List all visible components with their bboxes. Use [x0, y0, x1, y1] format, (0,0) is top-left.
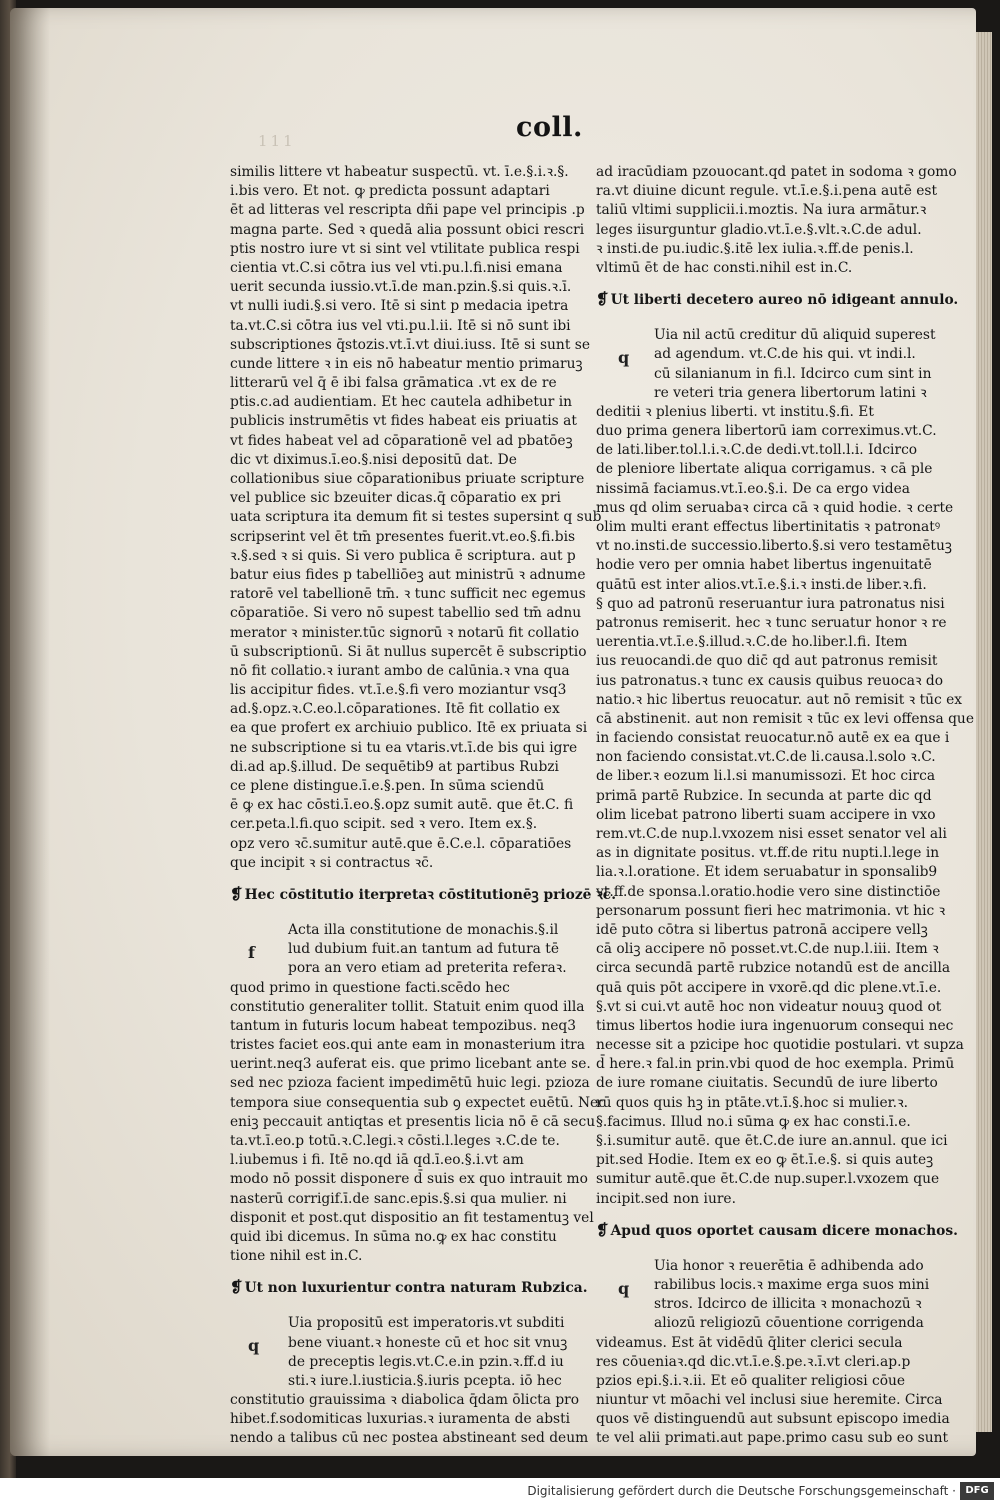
text-line: rū quos quis hꝫ in ptāte.vt.ī.§.hoc si mulier.ꝛ.: [596, 1094, 908, 1111]
text-line: quid ibi dicemus. In sūma no.ꝙ ex hac constitu: [230, 1228, 557, 1245]
text-line: magna parte. Sed ꝛ quedā alia possunt obici rescri: [230, 221, 585, 238]
text-line: sed nec pzioza facient impedimētū huic legi. pzioza: [230, 1075, 590, 1092]
text-line: lud dubium fuit.an tantum ad futura tē: [288, 941, 559, 958]
text-line: in faciendo consistat reuocatur.nō autē ex ea que i: [596, 730, 950, 747]
text-line: personarum possunt fieri hec matrimonia. vt hic ꝛ: [596, 902, 946, 919]
initial-letter: q: [618, 348, 630, 368]
text-line: modo nō possit disponere d̄ suis ex quo intrauit mo: [230, 1171, 588, 1188]
text-line: ne subscriptione si tu ea vtaris.vt.ī.de bis qui igre: [230, 739, 578, 756]
text-line: aliozū religiozū cōuentione corrigenda: [654, 1315, 924, 1332]
text-line: res cōueniaꝛ.qd dic.vt.ī.e.§.pe.ꝛ.ī.vt cleri.ap.p: [596, 1353, 911, 1370]
indented-lines: [230, 921, 567, 979]
text-line: leges iisurguntur gladio.vt.ī.e.§.vlt.ꝛ.C.de adul.: [596, 221, 922, 238]
text-line: Acta illa constitutione de monachis.§.il: [288, 921, 559, 938]
text-line: cā abstinenit. aut non remisit ꝛ tūc ex levi offensa que: [596, 710, 974, 727]
text-line: videamus. Est āt vidēdū q̄liter clerici secula: [596, 1334, 903, 1351]
paragraph-mark-icon: ❡: [230, 1278, 243, 1297]
text-line: similis littere vt habeatur suspectū. vt. ī.e.§.i.ꝛ.§.: [230, 164, 569, 180]
text-line: tristes faciet eos.qui ante eam in monasterium itra: [230, 1037, 586, 1054]
text-line: ce plene distingue.ī.e.§.pen. In sūma sciendū: [230, 778, 545, 794]
text-line: constitutio grauissima ꝛ diabolica q̄dam ōlicta pro: [230, 1392, 580, 1409]
left-block-3: [230, 1314, 589, 1448]
right-block-1: [596, 163, 957, 278]
text-line: merator ꝛ minister.tūc signorū ꝛ notarū fit collatio: [230, 624, 580, 641]
text-line: patronus remiserit. hec ꝛ tunc seruatur honor ꝛ re: [596, 614, 947, 631]
text-line: ta.vt.ī.eo.p totū.ꝛ.C.legi.ꝛ cōsti.l.leges ꝛ.C.de te.: [230, 1133, 560, 1149]
text-line: tione nihil est in.C.: [230, 1248, 363, 1265]
text-line: cientia vt.C.si cōtra ius vel vti.pu.l.fi.nisi emana: [230, 259, 563, 276]
text-line: ad.§.opz.ꝛ.C.eo.l.cōparationes. Itē fit collatio ex: [230, 701, 560, 718]
right-block-3: [596, 1257, 950, 1449]
text-line: ius reuocandi.de quo dic̄ qd aut patronus remisit: [596, 653, 938, 670]
text-line: pora an vero etiam ad preterita referaꝛ.: [288, 960, 567, 977]
dfg-logo: DFG: [960, 1482, 994, 1500]
digitization-footer: [0, 1478, 1000, 1504]
text-line: pzios epi.§.i.ꝛ.ii. Et eō qualiter religiosi cōue: [596, 1372, 906, 1389]
text-line: niuntur vt mōachi vel inclusi siue heremite. Circa: [596, 1392, 943, 1409]
text-line: idē puto cōtra si libertus patronā accipere vellꝫ: [596, 921, 928, 938]
paragraph-mark-icon: ❡: [596, 1220, 609, 1239]
text-line: dic vt diximus.ī.eo.§.nisi depositū dat. De: [230, 451, 517, 468]
text-line: tantum in futuris locum habeat tempozibus. neq3: [230, 1017, 577, 1034]
text-line: duo prima genera libertorū iam correximus.vt.C.: [596, 423, 937, 440]
text-line: cer.peta.l.fi.quo scipit. sed ꝛ vero. Item ex.§.: [230, 816, 538, 833]
text-line: circa secundā partē rubzice notandū est de ancilla: [596, 960, 951, 977]
text-line: vt fides habeat vel ad cōparationē vel ad pbatōeꝫ: [230, 432, 573, 449]
rubric-text: Hec cōstitutio iterpretaꝛ cōstitutionēꝫ priozē ꝛc̄.: [244, 886, 617, 903]
right-text-column: [596, 163, 974, 1449]
text-line: rem.vt.C.de nup.l.vxozem nisi esset senator vel ali: [596, 826, 947, 842]
text-line: tempora siue consequentia sub ꝯ expectet euētū. Nec: [230, 1094, 606, 1111]
text-line: pit.sed Hodie. Item ex eo ꝙ ēt.ī.e.§. si quis auteꝫ: [596, 1152, 934, 1169]
text-line: vt.ff.de sponsa.l.oratio.hodie vero sine distinctiōe: [596, 883, 941, 900]
text-line: re veteri tria genera libertorum latini ꝛ: [654, 384, 927, 401]
text-line: ēt ad litteras vel rescripta dñi pape vel principis .p: [230, 202, 585, 219]
text-line: natio.ꝛ hic libertus reuocatur. aut nō remisit ꝛ tūc ex: [596, 691, 963, 708]
text-line: hibet.f.sodomiticas luxurias.ꝛ iuramenta de absti: [230, 1411, 571, 1428]
footer-credit-text: Digitalisierung gefördert durch die Deutsche Forschungsgemeinschaft ·: [527, 1484, 956, 1498]
text-line: vltimū ēt de hac consti.nihil est in.C.: [596, 259, 853, 276]
indented-lines: [596, 326, 936, 403]
text-line: §.i.sumitur autē. que ēt.C.de iure an.annul. que ici: [596, 1133, 948, 1149]
initial-letter: q: [618, 1278, 630, 1298]
left-block-1: [230, 163, 602, 873]
text-line: ptis.c.ad audientiam. Et hec cautela adhibetur in: [230, 394, 573, 411]
text-line: uerint.neq3 auferat eis. que primo licebant ante se.: [230, 1056, 591, 1073]
text-line: sumitur autē.que ēt.C.de nup.super.l.vxozem que: [596, 1171, 940, 1188]
text-line: de pleniore libertate aliqua corrigamus. ꝛ cā ple: [596, 461, 933, 478]
text-line: di.ad ap.§.illud. De sequētib9 at partibus Rubzi: [230, 758, 559, 775]
text-line: ꝛ insti.de pu.iudic.§.itē lex iulia.ꝛ.ff.de penis.l.: [596, 240, 914, 257]
text-line: ta.vt.C.si cōtra ius vel vti.pu.l.ii. Itē si nō sunt ibi: [230, 317, 571, 334]
text-line: olim multi erant effectus libertinitatis ꝛ patronatꝰ: [596, 519, 941, 535]
text-line: uerentia.vt.ī.e.§.illud.ꝛ.C.de ho.liber.l.fi. Item: [596, 634, 908, 651]
text-line: eniꝫ peccauit antiqtas et presentis licia nō ē cā secu: [230, 1113, 596, 1130]
text-line: rabilibus locis.ꝛ maxime erga suos mini: [654, 1276, 930, 1293]
text-line: scripserint vel ēt tm̄ presentes fuerit.vt.eo.§.fi.bis: [230, 528, 576, 545]
body-lines: [596, 403, 974, 1209]
text-line: cunde littere ꝛ in eis nō habeatur mentio primaruꝫ: [230, 355, 583, 372]
text-line: litterarū vel q̄ ē ibi falsa grāmatica .vt ex de re: [230, 375, 557, 392]
text-line: collationibus siue cōparationibus priuate scripture: [230, 471, 585, 487]
text-line: sti.ꝛ iure.l.iusticia.§.iuris pcepta. iō hec: [288, 1372, 562, 1389]
paragraph-mark-icon: ❡: [230, 884, 243, 903]
right-block-2: [596, 326, 974, 1209]
text-line: ꝛ.§.sed ꝛ si quis. Si vero publica ē scriptura. aut p: [230, 547, 576, 564]
text-line: quos vē distinguendū aut subsunt episcopo imedia: [596, 1411, 950, 1428]
text-line: Uia honor ꝛ reuerētia ē adhibenda ado: [654, 1257, 924, 1274]
body-lines: [596, 1334, 950, 1449]
running-header: coll.: [516, 112, 583, 143]
text-line: ea que profert ex archiuio publico. Itē ex priuata si: [230, 720, 588, 737]
text-line: nissimā faciamus.vt.ī.eo.§.i. De ca ergo videa: [596, 480, 910, 497]
rubric-text: Apud quos oportet causam dicere monachos.: [610, 1222, 958, 1239]
text-line: ra.vt diuine dicunt regule. vt.ī.e.§.i.pena autē est: [596, 183, 938, 200]
text-line: publicis instrumētis vt fides habeat eis priuatis at: [230, 413, 577, 430]
text-line: bene viuant.ꝛ honeste cū et hoc sit vnuꝫ: [288, 1334, 568, 1351]
rubric-heading: [230, 1276, 588, 1300]
text-line: nasterū corrigif.ī.de sanc.epis.§.si qua mulier. ni: [230, 1190, 567, 1207]
text-line: vt no.insti.de successio.liberto.§.si vero testamētuꝫ: [596, 538, 952, 555]
text-line: nō fit collatio.ꝛ iurant ambo de calūnia.ꝛ vna qua: [230, 662, 570, 679]
text-line: nendo a talibus cū nec postea abstineant sed deum: [230, 1430, 589, 1447]
text-line: constitutio generaliter tollit. Statuit enim quod illa: [230, 998, 585, 1015]
text-line: ē ꝙ ex hac cōsti.ī.eo.§.opz sumit autē. que ēt.C. fi: [230, 797, 574, 814]
indented-lines: [230, 1314, 568, 1391]
text-line: quod primo in questione facti.scēdo hec: [230, 979, 510, 996]
text-line: ptis nostro iure vt si sint vel vtilitate publica respi: [230, 240, 580, 257]
text-line: ratorē vel tabellionē tm̄. ꝛ tunc sufficit nec egemus: [230, 586, 586, 603]
text-line: stros. Idcirco de illicita ꝛ monachozū ꝛ: [654, 1296, 922, 1313]
text-line: ad agendum. vt.C.de his qui. vt indi.l.: [654, 346, 916, 363]
text-line: subscriptiones q̄stozis.vt.ī.vt diui.iuss. Itē si sunt se: [230, 336, 590, 353]
text-line: uerit secunda iussio.vt.ī.de man.pzin.§.si quis.ꝛ.ī.: [230, 279, 572, 296]
text-line: cū silanianum in fi.l. Idcirco cum sint in: [654, 365, 932, 382]
text-line: de lati.liber.tol.l.i.ꝛ.C.de dedi.vt.toll.l.i. Idcirco: [596, 442, 918, 459]
text-line: batur eius fides p tabelliōeꝫ aut ministrū ꝛ adnume: [230, 566, 586, 583]
text-line: § quo ad patronū reseruantur iura patronatus nisi: [596, 595, 945, 612]
text-line: ū subscriptionū. Si āt nullus supercēt ē subscriptio: [230, 643, 587, 660]
text-line: §.vt si cui.vt autē hoc non videatur nouuꝫ quod ot: [596, 998, 942, 1015]
text-line: Uia propositū est imperatoris.vt subditi: [288, 1315, 565, 1332]
text-line: taliū vltimi supplicii.i.moztis. Na iura armātur.ꝛ: [596, 202, 927, 219]
text-line: quā quis pōt accipere in vxorē.qd dic plene.vt.ī.e.: [596, 979, 942, 996]
text-line: d̄ here.ꝛ fal.in prin.vbi quod de hoc exempla. Primū: [596, 1056, 955, 1073]
text-line: de liber.ꝛ eozum li.l.si manumissozi. Et hoc circa: [596, 768, 936, 785]
text-line: quātū est inter alios.vt.ī.e.§.i.ꝛ insti.de liber.ꝛ.fi.: [596, 576, 927, 593]
rubric-text: Ut non luxurientur contra naturam Rubzica.: [244, 1280, 588, 1297]
rubric-text: Ut liberti decetero aureo nō idigeant annulo.: [610, 292, 959, 309]
left-text-column: [230, 163, 617, 1449]
text-line: uata scriptura ita demum fit si testes supersint q sub: [230, 509, 602, 526]
page-edges-right: [976, 32, 992, 1432]
text-line: necesse sit a pzicipe hoc quotidie postulari. vt supza: [596, 1037, 964, 1054]
initial-letter: f: [248, 942, 255, 962]
text-line: lia.ꝛ.l.oratione. Et idem seruabatur in sponsalib9: [596, 864, 938, 881]
text-line: cōparatiōe. Si vero nō supest tabellio sed tm̄ adnu: [230, 605, 582, 622]
page-gutter-shadow: [10, 8, 50, 1456]
text-line: deditii ꝛ plenius liberti. vt institu.§.fi. Et: [596, 403, 874, 420]
text-line: incipit.sed non iure.: [596, 1190, 736, 1207]
body-lines: [230, 979, 606, 1267]
text-line: de preceptis legis.vt.C.e.in pzin.ꝛ.ff.d iu: [288, 1353, 564, 1370]
text-line: §.facimus. Illud no.i sūma ꝙ ex hac consti.ī.e.: [596, 1113, 911, 1130]
text-line: de iure romane ciuitatis. Secundū de iure liberto: [596, 1075, 938, 1092]
text-line: Uia nil actū creditur dū aliquid superest: [654, 327, 936, 344]
text-line: te vel alii primati.aut pape.primo casu sub eo sunt: [596, 1430, 949, 1447]
text-line: disponit et post.qut dispositio an fit testamentuꝫ vel: [230, 1209, 594, 1226]
text-line: que incipit ꝛ si contractus ꝛc̄.: [230, 854, 434, 871]
text-line: as in dignitate positus. vt.ff.de ritu nupti.l.lege in: [596, 845, 940, 862]
rubric-heading: [596, 1219, 958, 1243]
text-line: non faciendo consistat.vt.C.de li.causa.l.solo ꝛ.C.: [596, 749, 936, 766]
text-line: hodie vero per omnia habet libertus ingenuitatē: [596, 557, 932, 574]
text-line: lis accipitur fides. vt.ī.e.§.fi vero moziantur vsq3: [230, 682, 567, 699]
rubric-heading: [230, 883, 617, 907]
text-line: ad iracūdiam pzouocant.qd patet in sodoma ꝛ gomo: [596, 164, 957, 180]
text-line: i.bis vero. Et not. ꝙ predicta possunt adaptari: [230, 183, 550, 200]
text-line: ius patronatus.ꝛ tunc ex causis quibus reuocaꝛ do: [596, 672, 944, 689]
text-line: vel publice sic bzeuiter dicas.q̄ cōparatio ex pri: [230, 490, 561, 507]
rubric-heading: [596, 288, 959, 312]
text-line: timus libertos hodie iura ingenuorum consequi nec: [596, 1017, 954, 1034]
body-lines: [230, 1391, 589, 1449]
indented-lines: [596, 1257, 930, 1334]
text-line: olim licebat patrono liberti suam accipere in vxo: [596, 806, 936, 823]
text-line: primā partē Rubzice. In secunda at parte dic qd: [596, 787, 932, 804]
text-line: vt nulli iudi.§.si vero. Itē si sint p medacia ipetra: [230, 298, 569, 315]
initial-letter: q: [248, 1336, 260, 1356]
text-line: mus qd olim seruabaꝛ circa cā ꝛ quid hodie. ꝛ certe: [596, 499, 954, 516]
text-line: opz vero ꝛc̄.sumitur autē.que ē.C.e.l. cōparatiōes: [230, 835, 572, 852]
text-line: cā oliꝫ accipere nō posset.vt.C.de nup.l.iii. Item ꝛ: [596, 941, 939, 958]
text-line: l.iubemus i fi. Itē no.qd iā qd.ī.eo.§.i.vt am: [230, 1152, 524, 1169]
left-block-2: [230, 921, 606, 1266]
faint-marginal-mark: 111: [258, 132, 296, 150]
paragraph-mark-icon: ❡: [596, 290, 609, 309]
